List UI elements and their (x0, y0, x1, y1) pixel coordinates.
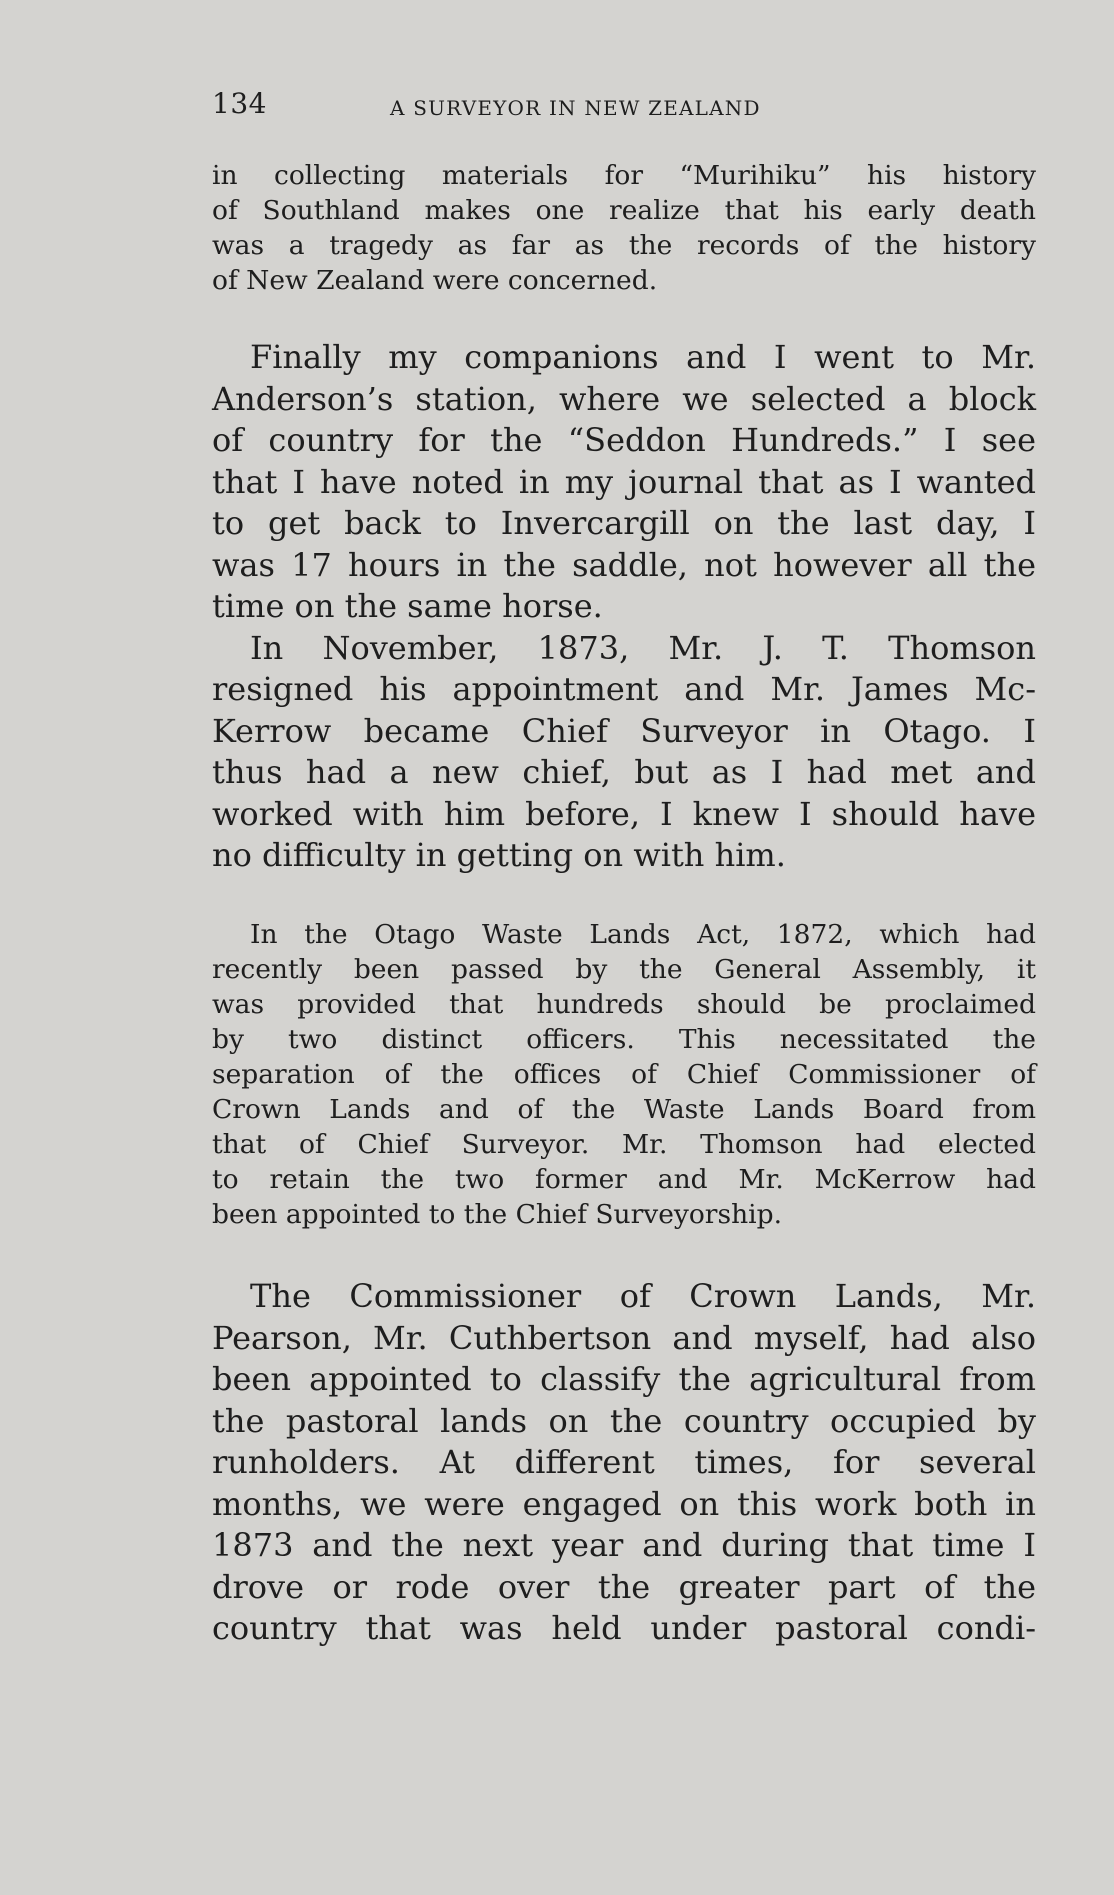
text-line: The Commissioner of Crown Lands, Mr. (250, 1277, 1036, 1315)
page-header (212, 88, 1036, 124)
paragraph-main-text (212, 337, 1036, 877)
text-line: Pearson, Mr. Cuthbertson and myself, had also (212, 1318, 1036, 1357)
text-line: to get back to Invercargill on the last day, I (212, 504, 1036, 542)
text-line: been appointed to classify the agricultural from (212, 1360, 1036, 1398)
text-line: of New Zealand were concerned. (212, 265, 658, 296)
text-line: Anderson’s station, where we selected a block (212, 379, 1036, 418)
text-line: by two distinct officers. This necessitated the (212, 1024, 1036, 1055)
text-line: that I have noted in my journal that as I wanted (212, 462, 1036, 501)
text-line: In November, 1873, Mr. J. T. Thomson (250, 628, 1036, 667)
text-line: country that was held under pastoral condi- (212, 1609, 1036, 1647)
text-line: drove or rode over the greater part of the (212, 1567, 1036, 1606)
text-line: was 17 hours in the saddle, not however all the (212, 545, 1036, 584)
paragraph-note (212, 917, 1036, 1232)
text-line: was a tragedy as far as the records of the history (212, 230, 1036, 261)
text-line: no difficulty in getting on with him. (212, 836, 786, 874)
text-line: in collecting materials for “Murihiku” his history (212, 160, 1036, 191)
text-line: months, we were engaged on this work both in (212, 1484, 1036, 1523)
text-line: been appointed to the Chief Surveyorship. (212, 1199, 783, 1230)
text-line: of Southland makes one realize that his early death (212, 195, 1036, 226)
running-head: A SURVEYOR IN NEW ZEALAND (390, 96, 761, 120)
text-line: worked with him before, I knew I should have (212, 794, 1036, 833)
text-line: of country for the “Seddon Hundreds.” I see (212, 421, 1036, 459)
text-line: runholders. At different times, for several (212, 1443, 1036, 1481)
text-line: resigned his appointment and Mr. James Mc- (212, 670, 1036, 708)
paragraph-continuation (212, 158, 1036, 298)
page-number: 134 (212, 87, 267, 120)
text-line: time on the same horse. (212, 587, 603, 625)
text-line: the pastoral lands on the country occupied by (212, 1401, 1036, 1440)
text-line: was provided that hundreds should be proclaimed (212, 989, 1036, 1020)
text-line: 1873 and the next year and during that time I (212, 1526, 1036, 1564)
text-line: In the Otago Waste Lands Act, 1872, which had (250, 919, 1036, 950)
text-line: separation of the offices of Chief Commissioner of (212, 1059, 1036, 1090)
text-line: Kerrow became Chief Surveyor in Otago. I (212, 711, 1036, 750)
text-line: Finally my companions and I went to Mr. (250, 338, 1036, 376)
text-line: recently been passed by the General Assembly, it (212, 954, 1036, 985)
text-line: Crown Lands and of the Waste Lands Board from (212, 1094, 1036, 1125)
text-line: to retain the two former and Mr. McKerrow had (212, 1164, 1036, 1195)
text-line: thus had a new chief, but as I had met and (212, 753, 1036, 791)
paragraph-main-text (212, 1276, 1036, 1650)
text-line: that of Chief Surveyor. Mr. Thomson had elected (212, 1129, 1036, 1160)
